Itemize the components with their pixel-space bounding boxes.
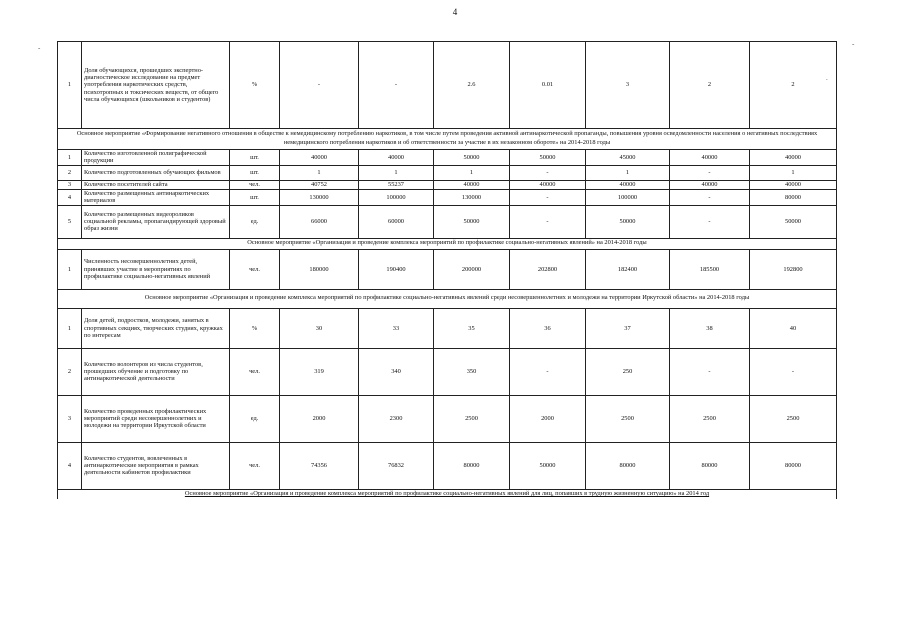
value-cell: - bbox=[750, 348, 837, 395]
row-number: 2 bbox=[58, 165, 82, 180]
value-cell: 50000 bbox=[586, 205, 670, 238]
value-cell: 1 bbox=[280, 165, 359, 180]
table-row bbox=[58, 150, 837, 166]
unit-cell: ед. bbox=[230, 395, 280, 442]
section-row bbox=[58, 238, 837, 249]
value-cell: 38 bbox=[670, 308, 750, 348]
unit-cell: ед. bbox=[230, 205, 280, 238]
value-cell: 200000 bbox=[434, 249, 510, 289]
value-cell: 50000 bbox=[434, 150, 510, 166]
value-cell: 45000 bbox=[586, 150, 670, 166]
value-cell: 50000 bbox=[434, 205, 510, 238]
unit-cell: чел. bbox=[230, 442, 280, 489]
value-cell: 80000 bbox=[750, 189, 837, 205]
value-cell: 2 bbox=[750, 42, 837, 129]
table-row bbox=[58, 442, 837, 489]
value-cell: 2500 bbox=[434, 395, 510, 442]
row-number: 5 bbox=[58, 205, 82, 238]
value-cell: 76832 bbox=[359, 442, 434, 489]
row-number: 1 bbox=[58, 42, 82, 129]
value-cell: - bbox=[510, 348, 586, 395]
value-cell: - bbox=[670, 165, 750, 180]
margin-mark: - bbox=[38, 44, 41, 52]
indicator-name: Доля детей, подростков, молодежи, занятых в спортивных секциях, творческих студиях, кружках по интересам bbox=[82, 308, 230, 348]
row-number: 1 bbox=[58, 249, 82, 289]
value-cell: - bbox=[670, 348, 750, 395]
value-cell: 130000 bbox=[434, 189, 510, 205]
unit-cell: шт. bbox=[230, 189, 280, 205]
table-row bbox=[58, 348, 837, 395]
value-cell: 2300 bbox=[359, 395, 434, 442]
value-cell: 182400 bbox=[586, 249, 670, 289]
row-number: 4 bbox=[58, 189, 82, 205]
value-cell: 40000 bbox=[586, 180, 670, 189]
value-cell: 2500 bbox=[750, 395, 837, 442]
value-cell: 1 bbox=[434, 165, 510, 180]
unit-cell: % bbox=[230, 308, 280, 348]
indicator-name: Доля обучающихся, прошедших экспертно-диагностическое исследование на предмет употребления наркотических средств, психотропных и токсических веществ, от общего числа обучающихся (школьников и студентов) bbox=[82, 42, 230, 129]
value-cell: 30 bbox=[280, 308, 359, 348]
section-row bbox=[58, 489, 837, 499]
value-cell: - bbox=[670, 205, 750, 238]
indicator-name: Количество проведенных профилактических мероприятий среди несовершеннолетних и молодежи на территории Иркутской области bbox=[82, 395, 230, 442]
value-cell: 40000 bbox=[434, 180, 510, 189]
value-cell: 0.01 bbox=[510, 42, 586, 129]
table-row bbox=[58, 165, 837, 180]
table-row bbox=[58, 180, 837, 189]
unit-cell: шт. bbox=[230, 150, 280, 166]
row-number: 1 bbox=[58, 150, 82, 166]
value-cell: 60000 bbox=[359, 205, 434, 238]
indicator-name: Количество подготовленных обучающих фильмов bbox=[82, 165, 230, 180]
unit-cell: чел. bbox=[230, 180, 280, 189]
section-heading: Основное мероприятие «Организация и проведение комплекса мероприятий по профилактике социально-негативных явлений для лиц, попавших в трудную жизненную ситуацию» на 2014 год bbox=[58, 489, 837, 499]
value-cell: 35 bbox=[434, 308, 510, 348]
section-heading: Основное мероприятие «Организация и проведение комплекса мероприятий по профилактике социально-негативных явлений среди несовершеннолетних и молодежи на территории Иркутской области» на 2014-2018 годы bbox=[58, 289, 837, 308]
value-cell: 130000 bbox=[280, 189, 359, 205]
value-cell: 40000 bbox=[750, 180, 837, 189]
value-cell: 40000 bbox=[510, 180, 586, 189]
value-cell: 40 bbox=[750, 308, 837, 348]
value-cell: 185500 bbox=[670, 249, 750, 289]
table-row bbox=[58, 249, 837, 289]
row-number: 3 bbox=[58, 180, 82, 189]
table-row bbox=[58, 308, 837, 348]
value-cell: - bbox=[280, 42, 359, 129]
margin-mark: . bbox=[826, 74, 828, 82]
value-cell: 36 bbox=[510, 308, 586, 348]
value-cell: 50000 bbox=[510, 150, 586, 166]
value-cell: 55237 bbox=[359, 180, 434, 189]
value-cell: 319 bbox=[280, 348, 359, 395]
value-cell: 80000 bbox=[750, 442, 837, 489]
indicator-name: Численность несовершеннолетних детей, принявших участие в мероприятиях по профилактике социально-негативных явлений bbox=[82, 249, 230, 289]
value-cell: 50000 bbox=[510, 442, 586, 489]
indicator-name: Количество размещенных антинаркотических материалов bbox=[82, 189, 230, 205]
value-cell: 192800 bbox=[750, 249, 837, 289]
indicators-table bbox=[57, 41, 837, 499]
indicator-name: Количество размещенных видеороликов социальной рекламы, пропагандирующей здоровый образ жизни bbox=[82, 205, 230, 238]
value-cell: 2500 bbox=[670, 395, 750, 442]
row-number: 4 bbox=[58, 442, 82, 489]
value-cell: 2000 bbox=[510, 395, 586, 442]
value-cell: 340 bbox=[359, 348, 434, 395]
unit-cell: чел. bbox=[230, 348, 280, 395]
value-cell: - bbox=[510, 205, 586, 238]
value-cell: 40752 bbox=[280, 180, 359, 189]
value-cell: 50000 bbox=[750, 205, 837, 238]
section-heading: Основное мероприятие «Организация и проведение комплекса мероприятий по профилактике социально-негативных явлений» на 2014-2018 годы bbox=[58, 238, 837, 249]
table-row bbox=[58, 395, 837, 442]
value-cell: 80000 bbox=[586, 442, 670, 489]
indicator-name: Количество студентов, вовлеченных в антинаркотические мероприятия в рамках деятельности кабинетов профилактики bbox=[82, 442, 230, 489]
unit-cell: шт. bbox=[230, 165, 280, 180]
value-cell: - bbox=[510, 165, 586, 180]
value-cell: 190400 bbox=[359, 249, 434, 289]
table-row bbox=[58, 189, 837, 205]
value-cell: 40000 bbox=[670, 150, 750, 166]
row-number: 2 bbox=[58, 348, 82, 395]
value-cell: 350 bbox=[434, 348, 510, 395]
section-heading: Основное мероприятие «Формирование негативного отношения в обществе к немедицинскому потреблению наркотиков, в том числе путем проведения активной антинаркотической пропаганды, повышения уровня осведомленности населения о негативных последствиях немедицинского потребления наркотиков и об ответственности за участие в их незаконном обороте» на 2014-2018 годы bbox=[58, 129, 837, 150]
indicator-name: Количество изготовленной полиграфической продукции bbox=[82, 150, 230, 166]
table-row bbox=[58, 42, 837, 129]
unit-cell: чел. bbox=[230, 249, 280, 289]
value-cell: 80000 bbox=[434, 442, 510, 489]
value-cell: 1 bbox=[750, 165, 837, 180]
value-cell: 2500 bbox=[586, 395, 670, 442]
value-cell: 80000 bbox=[670, 442, 750, 489]
margin-mark: - bbox=[852, 40, 855, 48]
value-cell: 2 bbox=[670, 42, 750, 129]
table-row bbox=[58, 205, 837, 238]
indicator-name: Количество волонтеров из числа студентов, прошедших обучение и подготовку по антинаркотической деятельности bbox=[82, 348, 230, 395]
value-cell: 40000 bbox=[359, 150, 434, 166]
section-row bbox=[58, 289, 837, 308]
section-row bbox=[58, 129, 837, 150]
value-cell: 2000 bbox=[280, 395, 359, 442]
value-cell: 180000 bbox=[280, 249, 359, 289]
value-cell: 100000 bbox=[359, 189, 434, 205]
value-cell: - bbox=[359, 42, 434, 129]
value-cell: 3 bbox=[586, 42, 670, 129]
value-cell: 40000 bbox=[670, 180, 750, 189]
value-cell: 40000 bbox=[280, 150, 359, 166]
value-cell: 33 bbox=[359, 308, 434, 348]
page-number: 4 bbox=[452, 7, 458, 17]
value-cell: 1 bbox=[586, 165, 670, 180]
value-cell: 66000 bbox=[280, 205, 359, 238]
indicator-name: Количество посетителей сайта bbox=[82, 180, 230, 189]
value-cell: 250 bbox=[586, 348, 670, 395]
value-cell: - bbox=[670, 189, 750, 205]
value-cell: 2.6 bbox=[434, 42, 510, 129]
value-cell: 100000 bbox=[586, 189, 670, 205]
unit-cell: % bbox=[230, 42, 280, 129]
value-cell: 202800 bbox=[510, 249, 586, 289]
row-number: 3 bbox=[58, 395, 82, 442]
value-cell: 74356 bbox=[280, 442, 359, 489]
value-cell: 37 bbox=[586, 308, 670, 348]
value-cell: 40000 bbox=[750, 150, 837, 166]
value-cell: - bbox=[510, 189, 586, 205]
row-number: 1 bbox=[58, 308, 82, 348]
value-cell: 1 bbox=[359, 165, 434, 180]
